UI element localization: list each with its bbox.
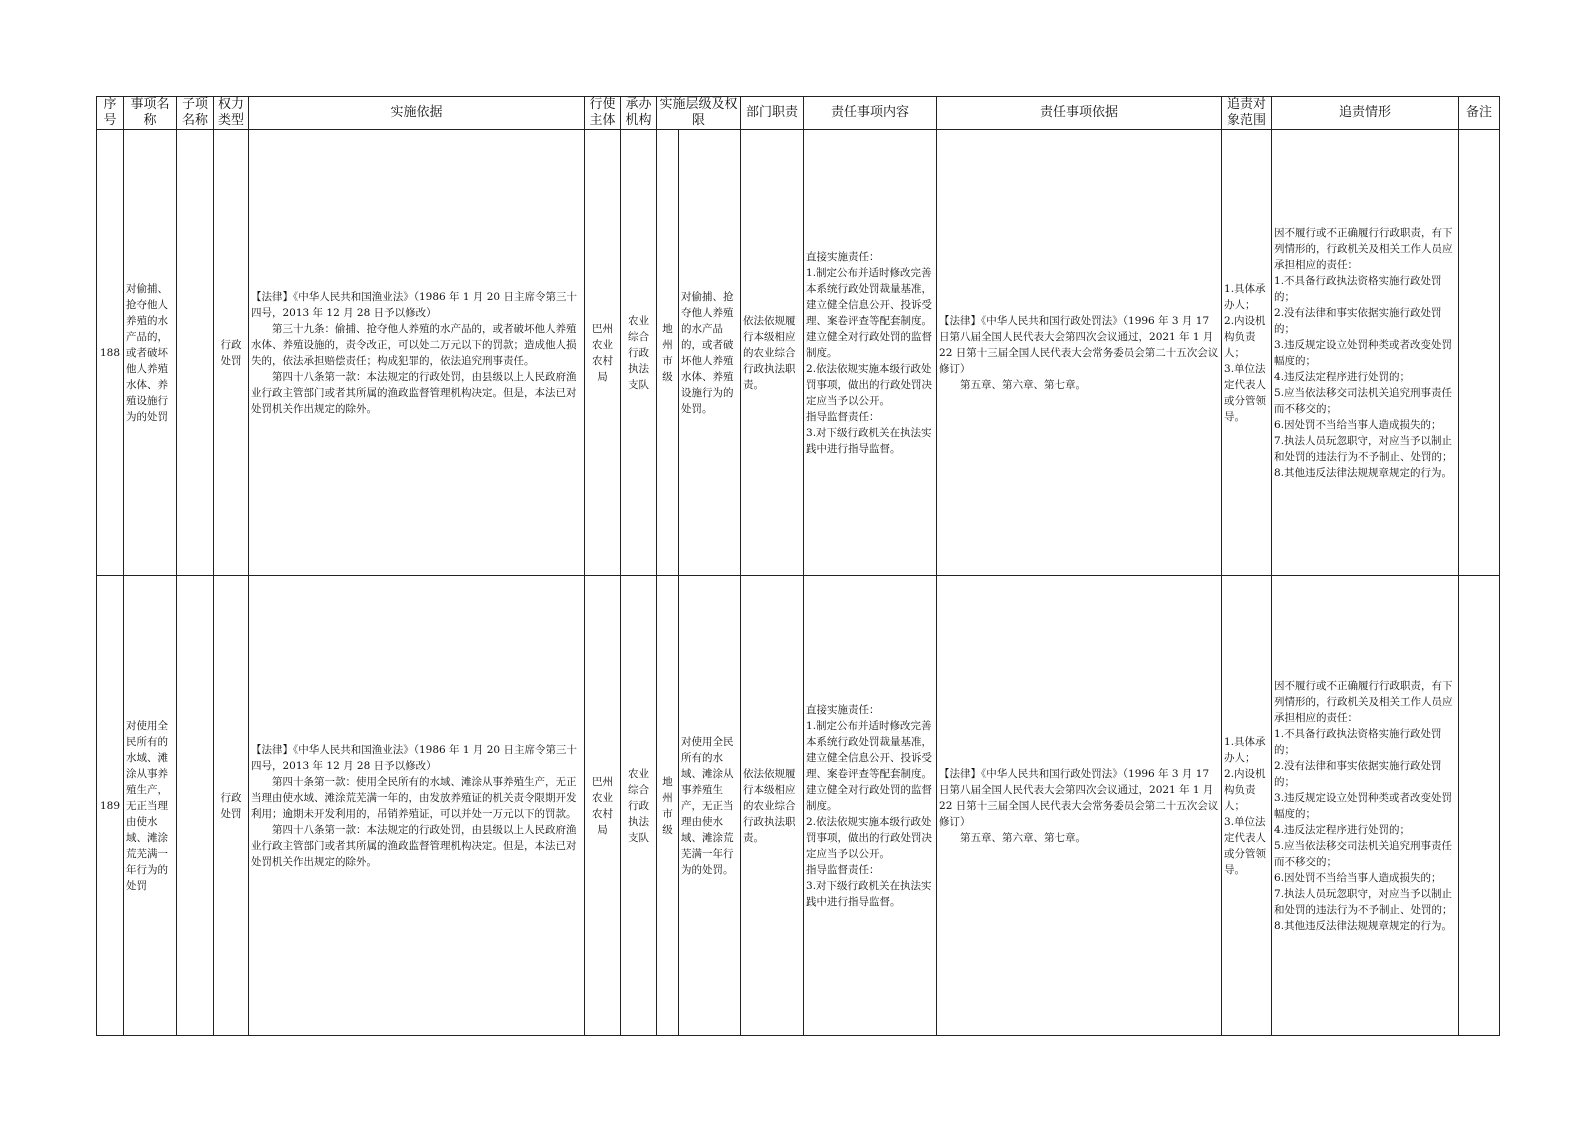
basis-article: 第三十九条：偷捕、抢夺他人养殖的水产品的，或者破坏他人养殖水体、养殖设施的，责令改正，可以处二万元以下的罚款；造成他人损失的，依法承担赔偿责任；构成犯罪的，依法追究刑事责任。 — [251, 322, 577, 367]
basis-article: 第四十八条第一款：本法规定的行政处罚，由县级以上人民政府渔业行政主管部门或者其所属的渔政监督管理机构决定。但是，本法已对处罚机关作出规定的除外。 — [251, 823, 577, 868]
resp-basis-law-title: 【法律】《中华人民共和国行政处罚法》（1996 年 3 月 17 日第八届全国人民代表大会第四次会议通过，2021 年 1 月 22 日第十三届全国人民代表大会常务委员会第二十五次会议修订） — [939, 767, 1219, 828]
header-level: 实施层级及权限 — [657, 97, 741, 130]
header-handler: 承办机构 — [621, 97, 657, 130]
header-sub-item: 子项名称 — [177, 97, 214, 130]
cell-authority: 对使用全民所有的水域、滩涂从事养殖生产，无正当理由使水域、滩涂荒芜满一年行为的处罚。 — [679, 576, 741, 1036]
basis-article: 第四十条第一款：使用全民所有的水域、滩涂从事养殖生产，无正当理由使水域、滩涂荒芜满一年的，由发放养殖证的机关责令限期开发利用；逾期未开发利用的，吊销养殖证，可以并处一万元以下的罚款。 — [251, 775, 577, 820]
cell-power-type: 行政处罚 — [214, 576, 249, 1036]
cell-resp-content: 直接实施责任： 1.制定公布并适时修改完善本系统行政处罚裁量基准，建立健全信息公开、投诉受理、案卷评查等配套制度。建立健全对行政处罚的监督制度。 2.依法依规实施本级行政处罚事项，做出的行政处罚决定应当予以公开。 指导监督责任： 3.对下级行政机关在执法实践中进行指导监督。 — [804, 576, 937, 1036]
table-row — [97, 576, 1500, 1036]
basis-article: 第四十八条第一款：本法规定的行政处罚，由县级以上人民政府渔业行政主管部门或者其所属的渔政监督管理机构决定。但是，本法已对处罚机关作出规定的除外。 — [251, 370, 577, 415]
table-row — [97, 130, 1500, 576]
cell-power-type: 行政处罚 — [214, 130, 249, 576]
header-item-name: 事项名称 — [124, 97, 177, 130]
header-subject: 行使主体 — [585, 97, 621, 130]
cell-basis — [249, 130, 585, 576]
header-basis: 实施依据 — [249, 97, 585, 130]
resp-basis-chapters: 第五章、第六章、第七章。 — [960, 831, 1087, 844]
header-resp-content: 责任事项内容 — [804, 97, 937, 130]
cell-level: 地州市级 — [657, 576, 679, 1036]
cell-situations: 因不履行或不正确履行行政职责，有下列情形的，行政机关及相关工作人员应承担相应的责任： 1.不具备行政执法资格实施行政处罚的； 2.没有法律和事实依据实施行政处罚的； 3.违反规定设立处罚种类或者改变处罚幅度的； 4.违反法定程序进行处罚的； 5.应当依法移交司法机关追究刑事责任而不移交的； 6.因处罚不当给当事人造成损失的； 7.执法人员玩忽职守，对应当予以制止和处罚的违法行为不予制止、处罚的； 8.其他违反法律法规规章规定的行为。 — [1272, 576, 1459, 1036]
cell-sub-item — [177, 130, 214, 576]
cell-dept-duty: 依法依规履行本级相应的农业综合行政执法职责。 — [741, 130, 804, 576]
cell-resp-content: 直接实施责任： 1.制定公布并适时修改完善本系统行政处罚裁量基准，建立健全信息公开、投诉受理、案卷评查等配套制度。建立健全对行政处罚的监督制度。 2.依法依规实施本级行政处罚事项，做出的行政处罚决定应当予以公开。 指导监督责任： 3.对下级行政机关在执法实践中进行指导监督。 — [804, 130, 937, 576]
cell-handler: 农业综合行政执法支队 — [621, 130, 657, 576]
header-resp-basis: 责任事项依据 — [937, 97, 1222, 130]
header-row — [97, 97, 1500, 130]
resp-basis-law-title: 【法律】《中华人民共和国行政处罚法》（1996 年 3 月 17 日第八届全国人民代表大会第四次会议通过，2021 年 1 月 22 日第十三届全国人民代表大会常务委员会第二十五次会议修订） — [939, 314, 1219, 375]
cell-item-name: 对偷捕、抢夺他人养殖的水产品的，或者破坏他人养殖水体、养殖设施行为的处罚 — [124, 130, 177, 576]
resp-basis-chapters: 第五章、第六章、第七章。 — [960, 378, 1087, 391]
cell-dept-duty: 依法依规履行本级相应的农业综合行政执法职责。 — [741, 576, 804, 1036]
cell-situations: 因不履行或不正确履行行政职责，有下列情形的，行政机关及相关工作人员应承担相应的责任： 1.不具备行政执法资格实施行政处罚的； 2.没有法律和事实依据实施行政处罚的； 3.违反规定设立处罚种类或者改变处罚幅度的； 4.违反法定程序进行处罚的； 5.应当依法移交司法机关追究刑事责任而不移交的； 6.因处罚不当给当事人造成损失的； 7.执法人员玩忽职守，对应当予以制止和处罚的违法行为不予制止、处罚的； 8.其他违反法律法规规章规定的行为。 — [1272, 130, 1459, 576]
cell-resp-basis — [937, 576, 1222, 1036]
cell-level: 地州市级 — [657, 130, 679, 576]
cell-subject: 巴州农业农村局 — [585, 576, 621, 1036]
cell-authority: 对偷捕、抢夺他人养殖的水产品的，或者破坏他人养殖水体、养殖设施行为的处罚。 — [679, 130, 741, 576]
header-situations: 追责情形 — [1272, 97, 1459, 130]
cell-handler: 农业综合行政执法支队 — [621, 576, 657, 1036]
header-scope: 追责对象范围 — [1222, 97, 1272, 130]
cell-subject: 巴州农业农村局 — [585, 130, 621, 576]
header-power-type: 权力类型 — [214, 97, 249, 130]
cell-sub-item — [177, 576, 214, 1036]
cell-scope: 1.具体承办人； 2.内设机构负责人； 3.单位法定代表人或分管领导。 — [1222, 130, 1272, 576]
basis-law-title: 【法律】《中华人民共和国渔业法》（1986 年 1 月 20 日主席令第三十四号，2013 年 12 月 28 日予以修改） — [251, 743, 577, 772]
basis-law-title: 【法律】《中华人民共和国渔业法》（1986 年 1 月 20 日主席令第三十四号，2013 年 12 月 28 日予以修改） — [251, 290, 577, 319]
cell-remark — [1459, 130, 1500, 576]
header-seq: 序号 — [97, 97, 124, 130]
cell-resp-basis — [937, 130, 1222, 576]
cell-scope: 1.具体承办人； 2.内设机构负责人； 3.单位法定代表人或分管领导。 — [1222, 576, 1272, 1036]
cell-basis — [249, 576, 585, 1036]
cell-seq: 189 — [97, 576, 124, 1036]
cell-seq: 188 — [97, 130, 124, 576]
cell-item-name: 对使用全民所有的水域、滩涂从事养殖生产，无正当理由使水域、滩涂荒芜满一年行为的处罚 — [124, 576, 177, 1036]
responsibility-table — [96, 96, 1500, 1036]
header-remark: 备注 — [1459, 97, 1500, 130]
cell-remark — [1459, 576, 1500, 1036]
header-dept-duty: 部门职责 — [741, 97, 804, 130]
